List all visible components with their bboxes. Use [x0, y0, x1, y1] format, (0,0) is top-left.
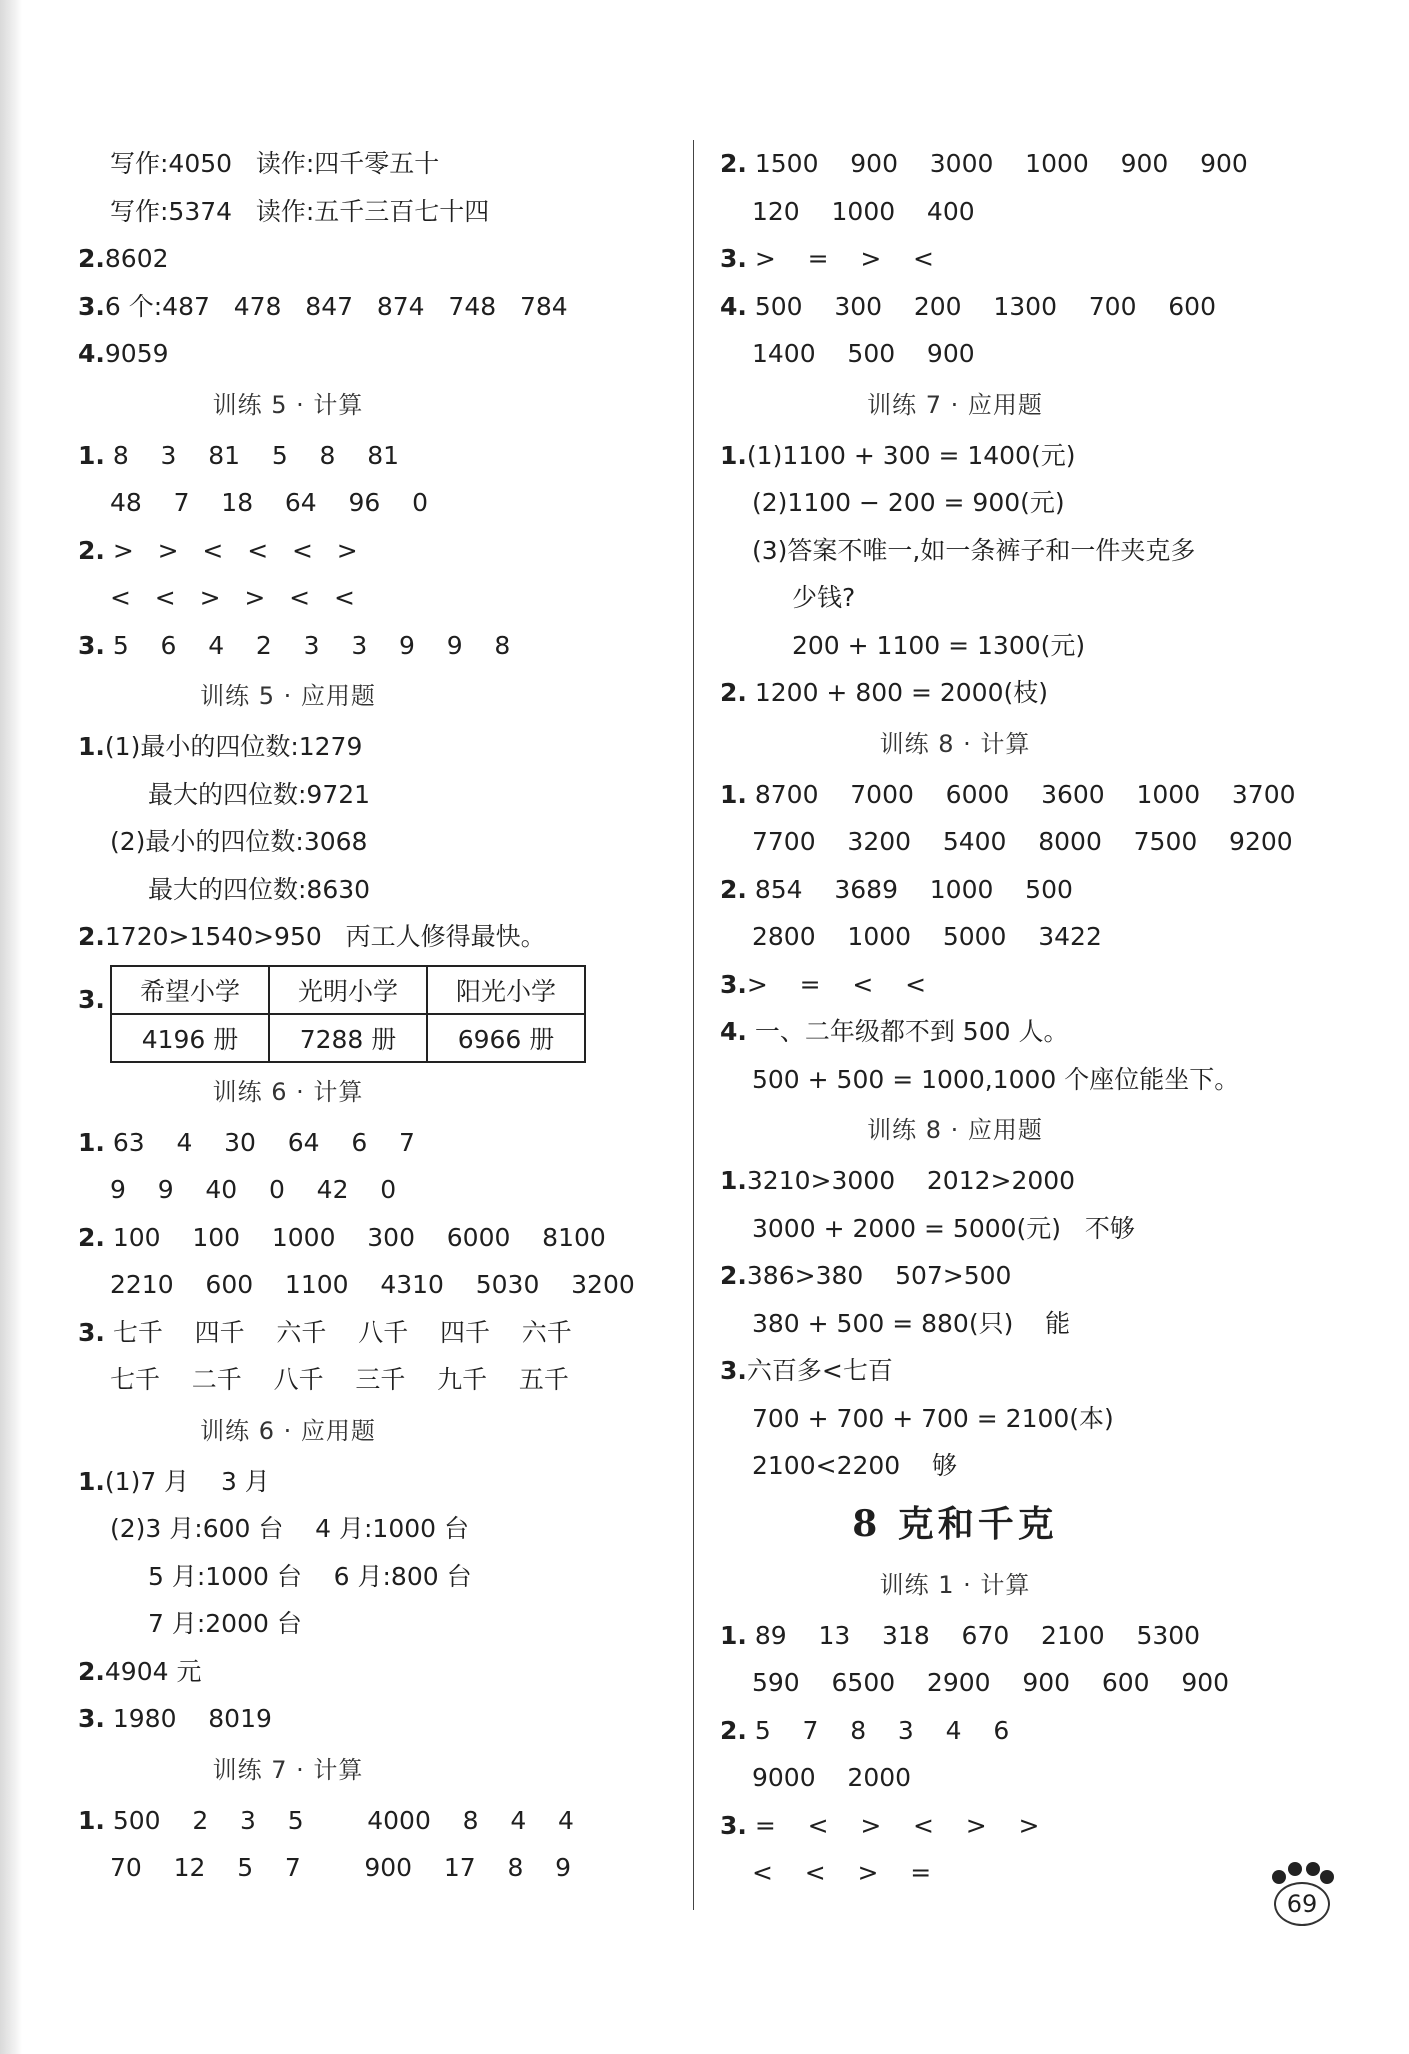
- answer-text: (1)最小的四位数:1279: [104, 732, 363, 761]
- answer-line: 最大的四位数:9721: [148, 779, 371, 809]
- item-number: 2.: [78, 244, 105, 273]
- answer-item: [720, 432, 1370, 480]
- answer-line: 7 月:2000 台: [148, 1609, 302, 1638]
- answer-item: [78, 1214, 678, 1262]
- answer-text: > = > <: [746, 244, 935, 273]
- answer-text: (1)1100 + 300 = 1400(元): [746, 440, 1076, 470]
- answer-item: [78, 283, 678, 331]
- answer-line: 9000 2000: [752, 1763, 912, 1792]
- item-number: 3.: [78, 1704, 105, 1733]
- answer-item: [78, 527, 678, 575]
- answer-text: 500 2 3 5 4000 8 4 4: [104, 1805, 574, 1835]
- answer-item: [78, 432, 678, 480]
- answer-line: 380 + 500 = 880(只) 能: [752, 1308, 1071, 1338]
- answer-line: (2)1100 − 200 = 900(元): [752, 488, 1065, 517]
- answer-text: 8 3 81 5 8 81: [104, 440, 400, 470]
- answer-item: [78, 1695, 678, 1743]
- answer-item: [720, 771, 1370, 819]
- answer-line: 写作:4050 读作:四千零五十: [110, 149, 440, 178]
- section-heading: 训练 1 · 计算: [879, 1570, 1031, 1599]
- answer-item: [78, 723, 678, 771]
- answer-line: 700 + 700 + 700 = 2100(本): [752, 1403, 1114, 1433]
- answer-line: 1400 500 900: [752, 339, 975, 368]
- answer-item: [78, 1309, 678, 1357]
- answer-text: = < > < > >: [746, 1810, 1040, 1840]
- item-number: 1.: [78, 732, 105, 761]
- answer-item: [720, 1252, 1370, 1300]
- library-table: [110, 965, 586, 1063]
- answer-line: 5 月:1000 台 6 月:800 台: [148, 1561, 472, 1591]
- item-number: 1.: [720, 779, 747, 809]
- answer-text: 1980 8019: [104, 1704, 272, 1733]
- section-heading: 训练 8 · 应用题: [867, 1116, 1043, 1144]
- right-column: [720, 140, 1370, 1897]
- paw-icon: [1272, 1870, 1286, 1884]
- item-number: 2.: [78, 922, 105, 951]
- item-number: 3.: [720, 1356, 747, 1385]
- answer-line: 3000 + 2000 = 5000(元) 不够: [752, 1213, 1135, 1243]
- answer-text: 3210>3000 2012>2000: [746, 1166, 1076, 1195]
- answer-line: 500 + 500 = 1000,1000 个座位能坐下。: [752, 1064, 1240, 1094]
- answer-item: [720, 866, 1370, 914]
- answer-line: < < > =: [752, 1858, 932, 1887]
- table-header: 光明小学: [269, 966, 427, 1014]
- item-number: 1.: [720, 1620, 747, 1650]
- table-header: 希望小学: [111, 966, 269, 1014]
- answer-line: 最大的四位数:8630: [148, 874, 371, 904]
- answer-line: < < > > < <: [110, 583, 355, 612]
- answer-text: 一、二年级都不到 500 人。: [746, 1017, 1069, 1046]
- table-cell: 6966 册: [427, 1014, 585, 1062]
- chapter-title: 8 克和千克: [852, 1502, 1058, 1545]
- answer-line: 120 1000 400: [752, 196, 975, 226]
- paw-icon: [1306, 1862, 1320, 1876]
- item-number: 1.: [78, 440, 105, 470]
- answer-item: [720, 1612, 1370, 1660]
- answer-text: 六百多<七百: [746, 1356, 893, 1385]
- answer-item: [720, 1802, 1370, 1850]
- section-heading: 训练 7 · 计算: [212, 1755, 364, 1784]
- answer-text: 七千 四千 六千 八千 四千 六千: [104, 1317, 572, 1347]
- item-number: 3.: [78, 1317, 105, 1347]
- item-number: 4.: [720, 291, 747, 321]
- answer-line: (3)答案不唯一,如一条裤子和一件夹克多: [752, 535, 1196, 565]
- item-number: 2.: [78, 1222, 105, 1252]
- answer-text: 5 6 4 2 3 3 9 9 8: [104, 630, 511, 660]
- answer-item: [78, 1797, 678, 1845]
- item-number: 2.: [78, 535, 105, 565]
- answer-text: 8700 7000 6000 3600 1000 3700: [746, 779, 1296, 809]
- item-number: 2.: [720, 874, 747, 904]
- answer-text: 854 3689 1000 500: [746, 874, 1073, 904]
- answer-text: 500 300 200 1300 700 600: [746, 291, 1216, 321]
- section-heading: 训练 5 · 应用题: [200, 682, 376, 710]
- answer-text: 9059: [104, 339, 169, 368]
- answer-text: 5 7 8 3 4 6: [746, 1715, 1010, 1745]
- item-number: 4.: [78, 339, 105, 368]
- answer-item: [78, 1119, 678, 1167]
- answer-line: 2800 1000 5000 3422: [752, 922, 1102, 951]
- answer-text: 386>380 507>500: [746, 1261, 1012, 1290]
- item-number: 1.: [720, 1166, 747, 1195]
- item-number: 1.: [78, 1127, 105, 1157]
- answer-line: 少钱?: [792, 583, 856, 612]
- answer-item: [720, 140, 1370, 188]
- answer-text: 1500 900 3000 1000 900 900: [746, 149, 1248, 178]
- answer-item: [720, 1157, 1370, 1205]
- answer-text: 1720>1540>950 丙工人修得最快。: [104, 922, 546, 951]
- answer-line: 9 9 40 0 42 0: [110, 1175, 397, 1204]
- answer-item: [720, 1707, 1370, 1755]
- table-header: 阳光小学: [427, 966, 585, 1014]
- answer-item: [720, 1347, 1370, 1395]
- item-number: 3.: [78, 984, 105, 1014]
- answer-item: [720, 669, 1370, 717]
- answer-text: 4904 元: [104, 1656, 202, 1686]
- section-heading: 训练 6 · 计算: [212, 1077, 364, 1106]
- answer-line: 2210 600 1100 4310 5030 3200: [110, 1270, 635, 1299]
- page-number: 69: [1274, 1882, 1330, 1926]
- binding-shadow: [0, 0, 22, 2054]
- answer-line: 七千 二千 八千 三千 九千 五千: [110, 1365, 569, 1394]
- answer-item: [78, 961, 678, 1065]
- answer-line: 48 7 18 64 96 0: [110, 488, 428, 517]
- answer-line: 写作:5374 读作:五千三百七十四: [110, 196, 490, 226]
- paw-icon: [1320, 1870, 1334, 1884]
- answer-page: [40, 0, 1395, 2054]
- answer-line: (2)3 月:600 台 4 月:1000 台: [110, 1514, 469, 1543]
- item-number: 1.: [78, 1466, 105, 1496]
- item-number: 1.: [78, 1805, 105, 1835]
- answer-text: 100 100 1000 300 6000 8100: [104, 1222, 606, 1252]
- item-number: 3.: [78, 291, 105, 321]
- item-number: 3.: [720, 244, 747, 273]
- item-number: 2.: [78, 1656, 105, 1686]
- answer-text: > = < <: [746, 969, 927, 999]
- item-number: 2.: [720, 1715, 747, 1745]
- section-heading: 训练 5 · 计算: [212, 390, 364, 419]
- item-number: 3.: [78, 630, 105, 660]
- answer-text: 89 13 318 670 2100 5300: [746, 1620, 1201, 1650]
- item-number: 2.: [720, 1261, 747, 1290]
- answer-item: [78, 622, 678, 670]
- paw-icon: [1288, 1862, 1302, 1876]
- section-heading: 训练 8 · 计算: [879, 729, 1031, 758]
- table-cell: 4196 册: [111, 1014, 269, 1062]
- item-number: 3.: [720, 969, 747, 999]
- answer-text: 1200 + 800 = 2000(枝): [746, 678, 1049, 707]
- answer-item: [720, 283, 1370, 331]
- answer-line: 70 12 5 7 900 17 8 9: [110, 1853, 572, 1882]
- answer-text: (1)7 月 3 月: [104, 1466, 270, 1496]
- answer-text: 63 4 30 64 6 7: [104, 1127, 415, 1157]
- answer-line: 2100<2200 够: [752, 1451, 957, 1480]
- item-number: 1.: [720, 440, 747, 470]
- answer-line: 590 6500 2900 900 600 900: [752, 1668, 1230, 1697]
- answer-line: 200 + 1100 = 1300(元): [792, 630, 1086, 660]
- item-number: 2.: [720, 149, 747, 178]
- section-heading: 训练 7 · 应用题: [867, 390, 1043, 419]
- answer-item: [78, 913, 678, 961]
- answer-line: 7700 3200 5400 8000 7500 9200: [752, 827, 1293, 856]
- answer-item: [78, 1458, 678, 1506]
- answer-text: > > < < < >: [104, 535, 358, 565]
- section-heading: 训练 6 · 应用题: [200, 1416, 376, 1445]
- answer-item: [78, 1648, 678, 1696]
- answer-line: (2)最小的四位数:3068: [110, 827, 368, 856]
- table-cell: 7288 册: [269, 1014, 427, 1062]
- column-divider: [693, 140, 694, 1910]
- answer-text: 8602: [104, 244, 169, 273]
- item-number: 2.: [720, 678, 747, 707]
- answer-item: [78, 330, 678, 378]
- item-number: 4.: [720, 1017, 747, 1046]
- left-column: [78, 140, 678, 1892]
- answer-text: 6 个:487 478 847 874 748 784: [104, 291, 568, 321]
- answer-item: [720, 235, 1370, 283]
- answer-item: [720, 961, 1370, 1009]
- answer-item: [78, 235, 678, 283]
- answer-item: [720, 1008, 1370, 1056]
- item-number: 3.: [720, 1810, 747, 1840]
- page-number-badge: [1268, 1862, 1332, 1924]
